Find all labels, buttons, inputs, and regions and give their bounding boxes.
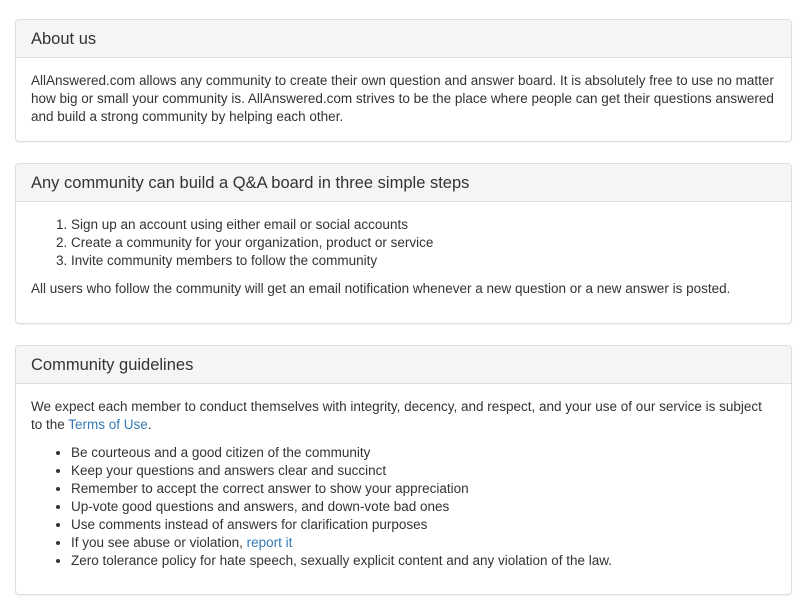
guidelines-title: Community guidelines — [31, 355, 194, 374]
steps-note: All users who follow the community will get an email notification whenever a new question or a new answer is posted. — [31, 281, 731, 296]
report-prefix: If you see abuse or violation, — [71, 535, 247, 550]
about-panel — [15, 19, 792, 142]
guidelines-list — [31, 444, 776, 570]
intro-end: . — [147, 417, 152, 432]
guideline-item: • Up-vote good questions and answers, and down-vote bad ones — [71, 498, 776, 516]
about-header — [16, 20, 791, 58]
guideline-item: • Keep your questions and answers clear and succinct — [71, 462, 776, 480]
guideline-item: • Remember to accept the correct answer to show your appreciation — [71, 480, 776, 498]
terms-of-use-link[interactable]: Terms of Use — [68, 417, 148, 432]
guidelines-intro — [31, 398, 776, 434]
steps-title: Any community can build a Q&A board in three simple steps — [31, 173, 470, 192]
guideline-item-report — [71, 534, 776, 552]
step-item: 3. Invite community members to follow the community — [71, 252, 776, 270]
steps-header — [16, 164, 791, 202]
about-text: AllAnswered.com allows any community to create their own question and answer board. It is absolutely free to use no matter how big or small your community is. AllAnswered.com strives to be the place where people can get their questions answered and build a strong community by helping each other. — [31, 73, 774, 124]
guidelines-header — [16, 346, 791, 384]
guideline-item: • Be courteous and a good citizen of the community — [71, 444, 776, 462]
report-it-link[interactable]: report it — [246, 535, 293, 550]
guideline-item: • Use comments instead of answers for clarification purposes — [71, 516, 776, 534]
steps-panel — [15, 163, 792, 324]
step-item: 1. Sign up an account using either email or social accounts — [71, 216, 776, 234]
guidelines-panel — [15, 345, 792, 595]
step-item: 2. Create a community for your organization, product or service — [71, 234, 776, 252]
about-title: About us — [31, 29, 97, 48]
intro-text: We expect each member to conduct themselves with integrity, decency, and respect, and your use of our service is subject to the — [31, 399, 762, 432]
steps-list — [31, 216, 776, 270]
guideline-item: • Zero tolerance policy for hate speech, sexually explicit content and any violation of the law. — [71, 552, 776, 570]
